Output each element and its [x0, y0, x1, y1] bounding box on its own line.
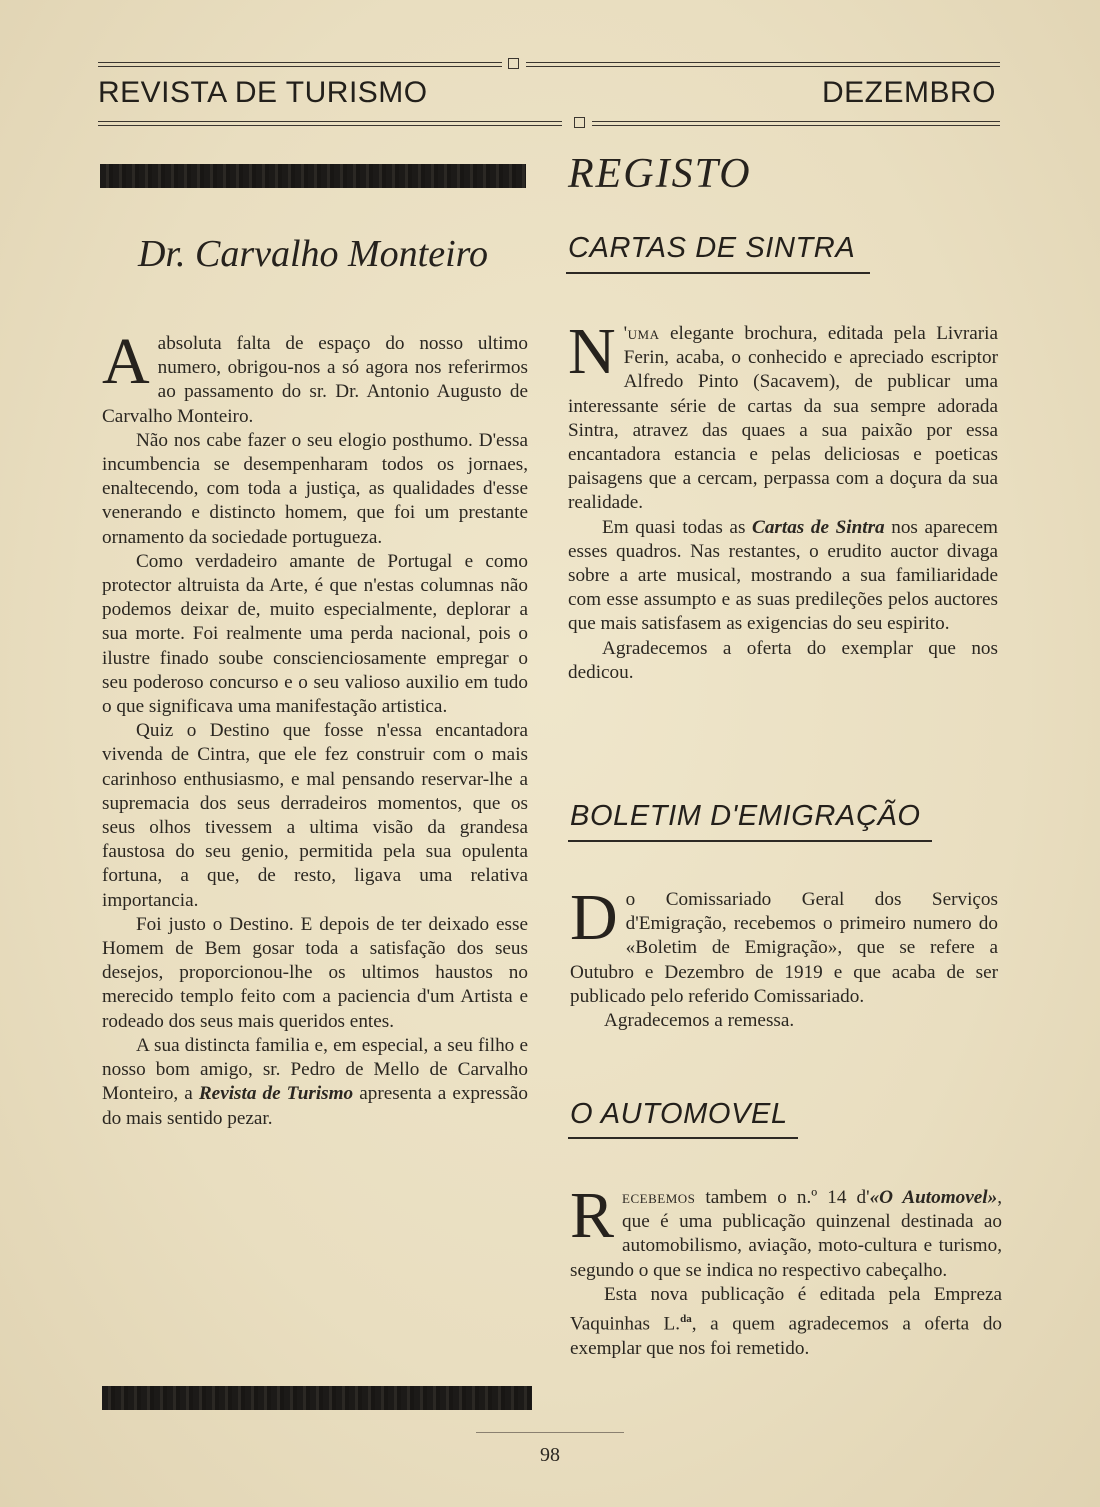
left-paragraph-6: A sua distincta familia e, em especial, a seu filho e nosso bom amigo, sr. Pedro de Mello de Carvalho Monteiro, a Revista de Turismo apresenta a expressão do mais sentido pezar.: [102, 1034, 528, 1129]
left-article-title: Dr. Carvalho Monteiro: [137, 233, 489, 275]
section-title-cartas-de-sintra: CARTAS DE SINTRA: [568, 232, 856, 264]
section-title-boletim-demigracao: BOLETIM D'EMIGRAÇÃO: [570, 800, 921, 832]
section-body-o-automovel: Recebemos tambem o n.º 14 d'«O Automovel», que é uma publicação quinzenal destinada ao automobilismo, aviação, moto-cultura e turismo, segundo o que se indica no respectivo cabeçalho. Esta nova publicação é editada pela Empreza Vaquinhas L.$^{da}$, a quem agradecemos a oferta do exemplar que nos foi remetido.: [570, 1179, 1003, 1359]
header-month: DEZEMBRO: [821, 76, 996, 109]
book-title: Cartas de Sintra: [752, 516, 885, 538]
page-number: 98: [540, 1444, 560, 1466]
section-underline: [568, 1137, 798, 1139]
revista-name: Revista de Turismo: [198, 1083, 354, 1105]
decorative-black-bar-bottom: [102, 1386, 532, 1410]
section-body-cartas-de-sintra: N 'uma elegante brochura, editada pela Livraria Ferin, acaba, o conhecido e apreciado escriptor Alfredo Pinto (Sacavem), de publicar uma interessante série de cartas da sua sempre adorada Sintra, atravez das quaes a sua paixão por essa encantadora estancia e pelas deliciosas e poeticas paisagens que a cercam, perpassa com a doçura da sua realidade. Em quasi todas as Cartas de Sintra nos aparecem esses quadros. Nas restantes, o erudito auctor divaga sobre a arte musical, mostrando a sua familiaridade com esse assumpto e as suas predileções pelos auctores que mais satisfasem as exigencias do seu espirito. Agradecemos a oferta do exemplar que nos dedicou.: [568, 315, 998, 683]
left-paragraph-2: Não nos cabe fazer o seu elogio posthumo. D'essa incumbencia se desempenharam todos os jornaes, enaltecendo, com toda a justiça, as qualidades d'esse venerando e distincto homem, que foi um prestante ornamento da sociedade portugueza.: [102, 429, 528, 548]
section-body-boletim-demigracao: Do Comissariado Geral dos Serviços d'Emigração, recebemos o primeiro numero do «Boletim de Emigração», que se refere a Outubro e Dezembro de 1919 e que acaba de ser publicado pelo referido Comissariado. Agradecemos a remessa.: [570, 881, 998, 1032]
header-publication-title: REVISTA DE TURISMO: [98, 76, 428, 109]
section-underline: [566, 272, 870, 274]
section-underline: [568, 840, 932, 842]
section-title-o-automovel: O AUTOMOVEL: [570, 1098, 788, 1130]
footer-rule: [476, 1432, 624, 1433]
decorative-black-bar-top: [100, 164, 526, 188]
dropcap-r: R: [570, 1179, 615, 1252]
left-paragraph-4: Quiz o Destino que fosse n'essa encantadora vivenda de Cintra, que ele fez construir com o mais carinhoso enthusiasmo, e mal pensando reservar-lhe a supremacia dos seus derradeiros momentos, que os seus olhos tivessem a ultima visão da grandesa faustosa do seu genio, permitida pela sua opulenta fortuna, a que, de resto, ligava uma relativa importancia.: [102, 720, 528, 911]
left-paragraph-5: Foi justo o Destino. E depois de ter deixado esse Homem de Bem gosar toda a satisfação dos seus desejos, proporcionou-lhe os ultimos haustos no merecido templo feito com a paciencia d'um Artista e rodeado dos seus mais queridos entes.: [102, 913, 528, 1032]
publication-name: «O Automovel»: [869, 1187, 998, 1208]
dropcap-d: D: [570, 881, 618, 954]
dropcap-n: N: [568, 315, 616, 388]
dropcap-a: A: [102, 325, 150, 398]
registo-title: REGISTO: [568, 151, 752, 197]
left-paragraph-1: Aabsoluta falta de espaço do nosso ultimo numero, obrigou-nos a só agora nos referirmos ao passamento do sr. Dr. Antonio Augusto de Carvalho Monteiro.: [102, 325, 528, 427]
left-paragraph-3: Como verdadeiro amante de Portugal e como protector altruista da Arte, é que n'estas columnas não podemos deixar de, muito especialmente, deplorar a sua morte. Foi realmente uma perda nacional, pois o ilustre finado soube conscienciosamente empregar o seu poderoso concurso e o seu valioso auxilio em tudo o que significava uma manifestação artistica.: [102, 550, 528, 718]
left-article-body: [102, 325, 528, 1131]
